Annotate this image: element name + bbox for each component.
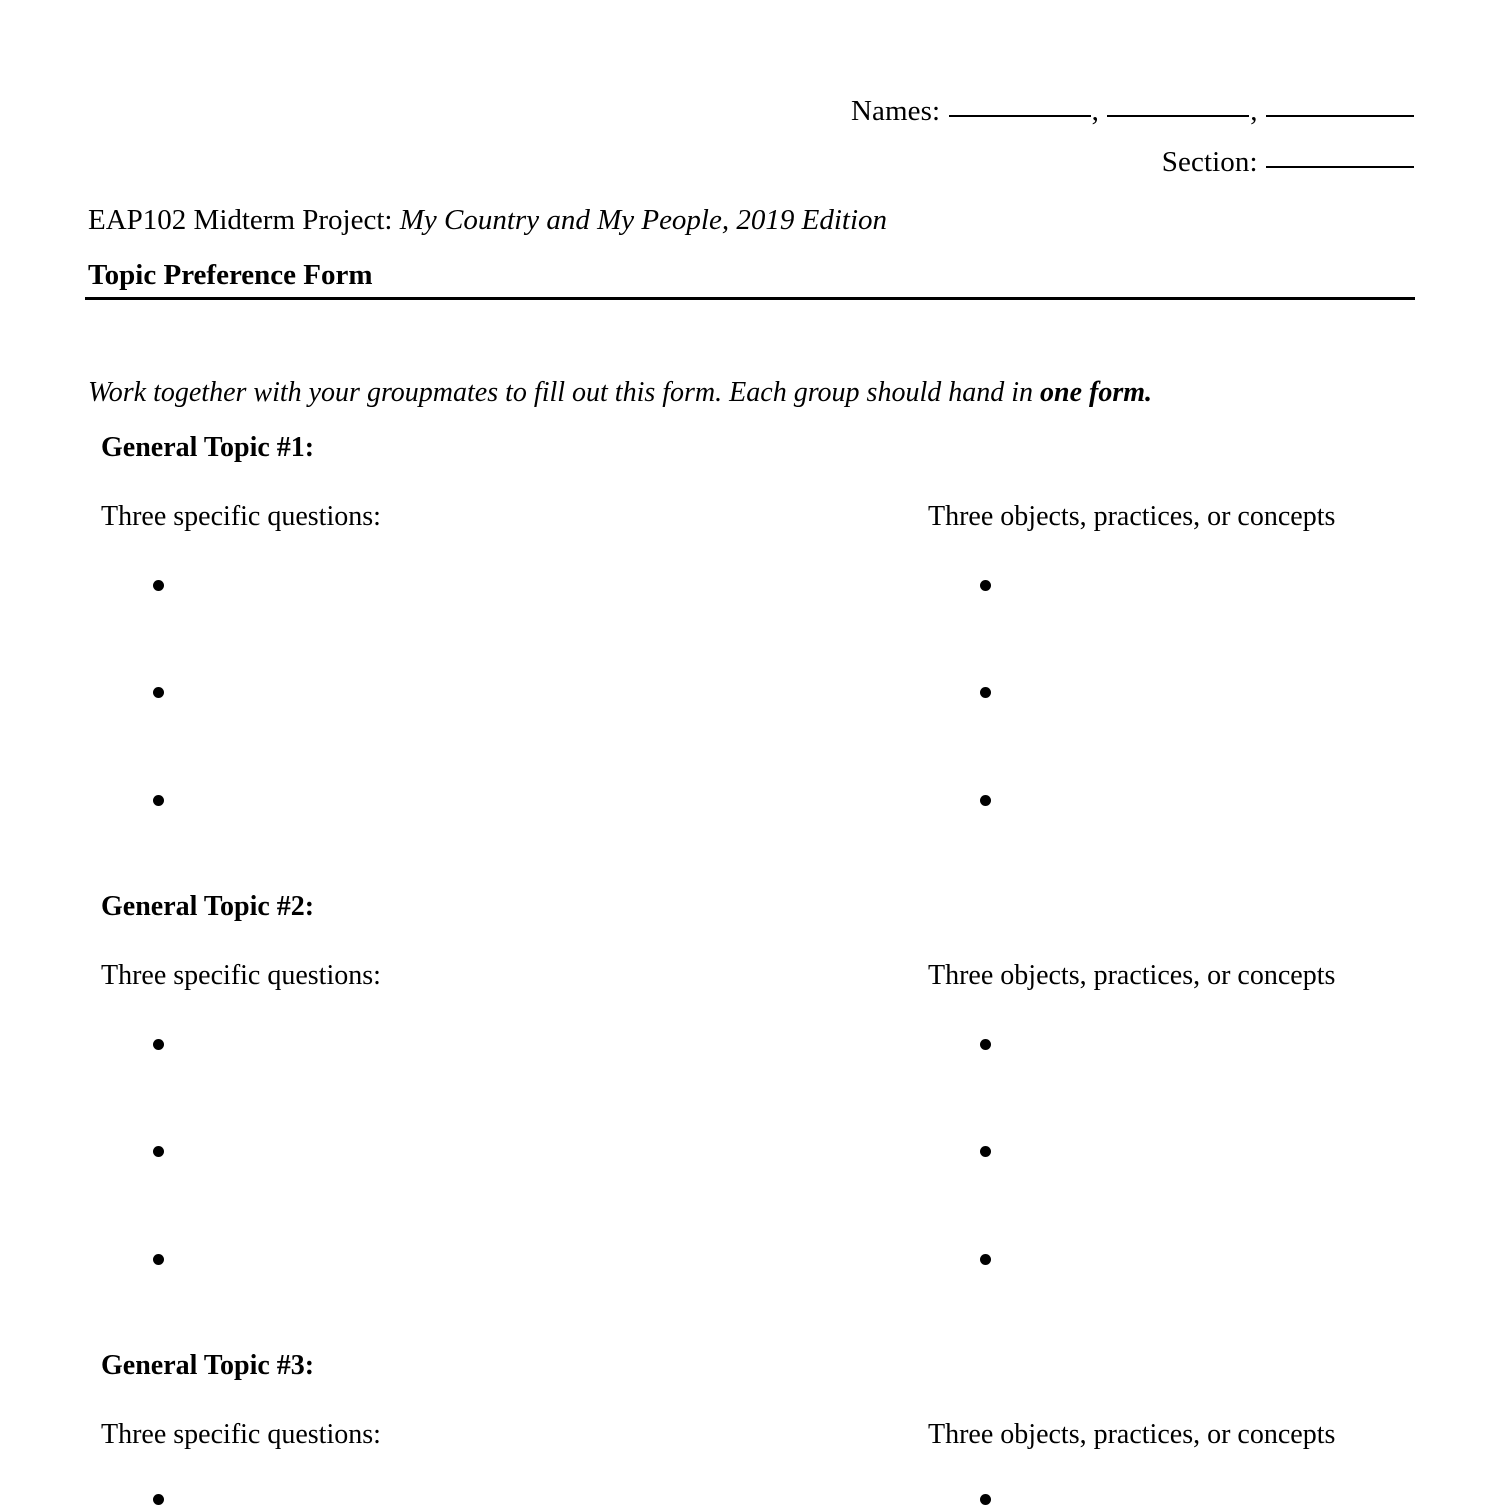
names-comma-1: , xyxy=(1091,95,1099,127)
names-blank-2[interactable] xyxy=(1107,115,1249,117)
topic-3-left-column-header: Three specific questions: xyxy=(101,1419,381,1450)
names-blank-3[interactable] xyxy=(1266,115,1414,117)
title-divider xyxy=(85,297,1415,300)
topic-1-right-bullet-2[interactable] xyxy=(980,687,991,698)
topic-1-left-bullet-2[interactable] xyxy=(153,687,164,698)
topic-2-left-bullet-2[interactable] xyxy=(153,1146,164,1157)
project-title: My Country and My People, 2019 Edition xyxy=(399,204,887,236)
form-header xyxy=(0,86,1415,188)
instruction-bold: one form. xyxy=(1040,377,1152,408)
topic-1-left-bullet-1[interactable] xyxy=(153,580,164,591)
section-label: Section: xyxy=(1161,146,1258,178)
topic-2-right-column-header: Three objects, practices, or concepts xyxy=(928,960,1336,991)
page-title: Topic Preference Form xyxy=(88,259,373,291)
topic-1-left-column-header: Three specific questions: xyxy=(101,501,381,532)
section-blank[interactable] xyxy=(1266,166,1414,168)
instruction-text xyxy=(88,374,1152,412)
topic-2-right-bullet-1[interactable] xyxy=(980,1039,991,1050)
project-title-line xyxy=(88,200,887,240)
topic-1-right-column-header: Three objects, practices, or concepts xyxy=(928,501,1336,532)
names-blank-1[interactable] xyxy=(949,115,1091,117)
names-label: Names: xyxy=(851,95,941,127)
topic-1-right-bullet-3[interactable] xyxy=(980,795,991,806)
topic-2-right-bullet-3[interactable] xyxy=(980,1254,991,1265)
topic-heading-3: General Topic #3: xyxy=(101,1350,315,1381)
topic-1-left-bullet-3[interactable] xyxy=(153,795,164,806)
section-line xyxy=(0,137,1415,188)
topic-2-left-column-header: Three specific questions: xyxy=(101,960,381,991)
course-prefix: EAP102 Midterm Project: xyxy=(88,204,393,236)
topic-3-right-column-header: Three objects, practices, or concepts xyxy=(928,1419,1336,1450)
names-comma-2: , xyxy=(1250,95,1258,127)
instruction-plain: Work together with your groupmates to fill out this form. Each group should hand in xyxy=(88,377,1040,408)
topic-heading-1: General Topic #1: xyxy=(101,432,315,463)
topic-2-right-bullet-2[interactable] xyxy=(980,1146,991,1157)
names-line xyxy=(0,86,1415,137)
topic-heading-2: General Topic #2: xyxy=(101,891,315,922)
topic-2-left-bullet-1[interactable] xyxy=(153,1039,164,1050)
topic-1-right-bullet-1[interactable] xyxy=(980,580,991,591)
topic-2-left-bullet-3[interactable] xyxy=(153,1254,164,1265)
